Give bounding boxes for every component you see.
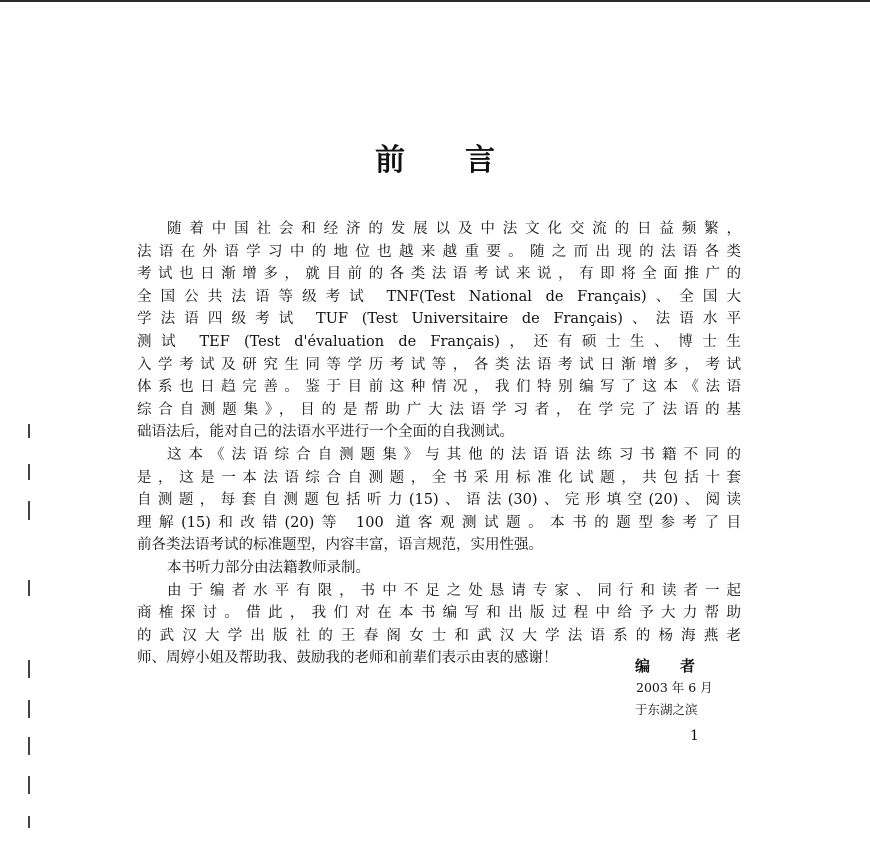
- paragraph-2: [137, 444, 741, 557]
- text-line: 理解(15)和改错(20)等 100 道客观测试题。本书的题型参考了目: [137, 514, 741, 531]
- page-number: 1: [690, 728, 699, 744]
- preface-body: [137, 218, 741, 670]
- text-line: 自测题，每套自测题包括听力(15)、语法(30)、完形填空(20)、阅读: [137, 492, 741, 509]
- signature-author: 编 者: [635, 657, 696, 675]
- scan-margin-mark: [28, 424, 30, 438]
- text-line: 入学考试及研究生同等学历考试等，各类法语考试日渐增多，考试: [137, 356, 741, 373]
- scan-margin-mark: [28, 816, 30, 828]
- text-line: 法语在外语学习中的地位也越来越重要。随之而出现的法语各类: [137, 243, 741, 260]
- text-line: 随着中国社会和经济的发展以及中法文化交流的日益频繁，: [167, 221, 741, 237]
- page-title: 前 言: [375, 143, 495, 178]
- text-line: 的武汉大学出版社的王春阁女士和武汉大学法语系的杨海燕老: [137, 627, 741, 644]
- text-line: 这本《法语综合自测题集》与其他的法语语法练习书籍不同的: [167, 446, 741, 463]
- signature-block: [600, 655, 750, 721]
- text-line: 本书听力部分由法籍教师录制。: [167, 559, 370, 576]
- text-line: 是，这是一本法语综合自测题，全书采用标准化试题，共包括十套: [137, 469, 741, 486]
- scan-margin-mark: [28, 501, 30, 520]
- scan-margin-mark: [28, 776, 30, 794]
- text-line: 测试 TEF (Test d'évaluation de Français)，还有硕士生、博士生: [137, 333, 741, 350]
- text-line: 学法语四级考试 TUF (Test Universitaire de Français)、法语水平: [137, 311, 741, 328]
- signature-date: 2003 年 6 月: [636, 680, 713, 695]
- signature-place: 于东湖之滨: [635, 702, 698, 717]
- text-line: 综合自测题集》，目的是帮助广大法语学习者，在学完了法语的基: [137, 401, 741, 418]
- text-line: 考试也日渐增多，就目前的各类法语考试来说，有即将全面推广的: [137, 266, 741, 283]
- scan-margin-mark: [28, 700, 30, 718]
- text-line: 全国公共法语等级考试 TNF(Test National de Français)、全国大: [137, 288, 741, 305]
- text-line: 师、周婷小姐及帮助我、鼓励我的老师和前辈们表示由衷的感谢！: [137, 650, 558, 667]
- text-line: 由于编者水平有限，书中不足之处恳请专家、同行和读者一起: [167, 582, 741, 599]
- text-line: 商榷探讨。借此，我们对在本书编写和出版过程中给予大力帮助: [137, 605, 741, 622]
- text-line: 体系也日趋完善。鉴于目前这种情况，我们特别编写了这本《法语: [137, 379, 741, 396]
- text-line: 础语法后，能对自己的法语水平进行一个全面的自我测试。: [137, 424, 514, 441]
- paragraph-1: [137, 218, 741, 444]
- scan-margin-mark: [28, 737, 30, 755]
- scan-margin-mark: [28, 580, 30, 596]
- text-line: 前各类法语考试的标准题型，内容丰富，语言规范，实用性强。: [137, 537, 543, 554]
- paragraph-3: [137, 557, 741, 580]
- scan-margin-mark: [28, 660, 30, 678]
- scan-margin-mark: [28, 464, 30, 480]
- scan-top-border: [0, 0, 870, 2]
